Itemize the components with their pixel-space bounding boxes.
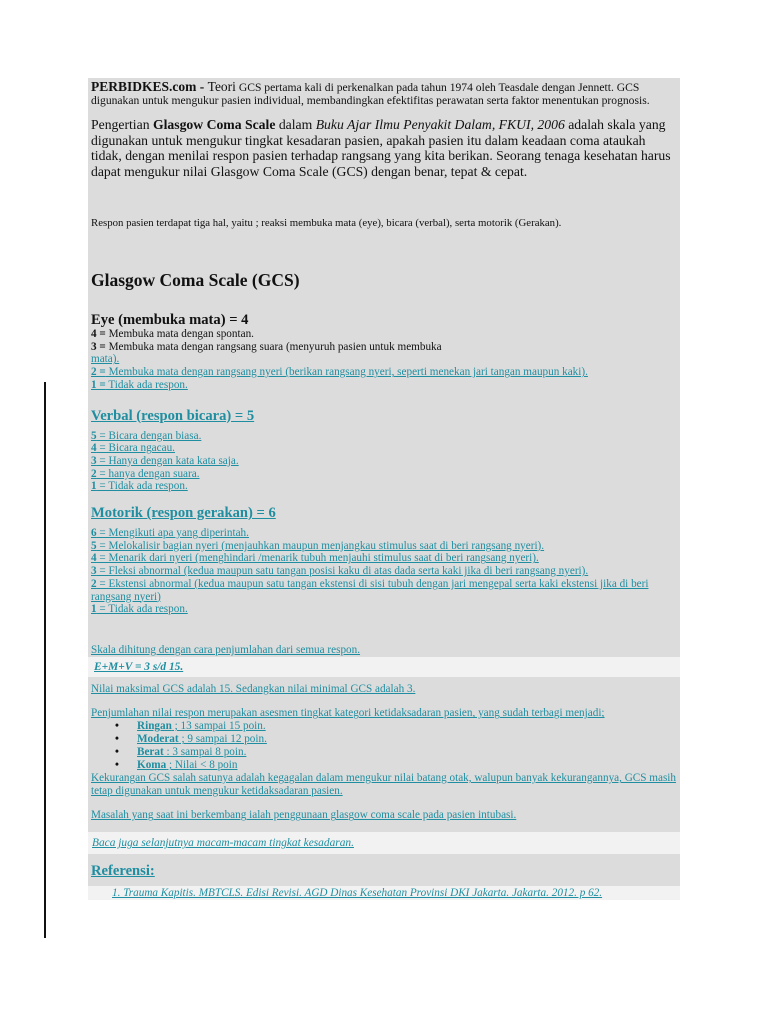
definition-text-2: dalam	[275, 117, 316, 132]
eye-section	[88, 312, 680, 408]
motorik-desc: = Menarik dari nyeri (menghindari /menarik tubuh menjauhi stimulus saat di beri rangsang nyeri).	[96, 552, 539, 565]
motorik-section	[88, 505, 680, 657]
verbal-item[interactable]	[91, 480, 677, 493]
motorik-desc: = Fleksi abnormal (kedua maupun satu tangan posisi kaku di atas dada serta kaki jika di beri rangsang nyeri).	[96, 565, 589, 578]
eye-heading: Eye (membuka mata) = 4	[91, 312, 249, 328]
eye-desc: Membuka mata dengan rangsang nyeri (berikan rangsang nyeri, seperti menekan jari tangan maupun kaki).	[105, 366, 588, 379]
level-item[interactable]	[115, 733, 677, 746]
motorik-score: 3	[91, 565, 97, 578]
verbal-score: 1	[91, 480, 97, 493]
motorik-item[interactable]	[91, 552, 677, 565]
intro-lead: Teori	[207, 79, 236, 94]
level-name: Moderat	[137, 733, 179, 746]
motorik-item[interactable]	[91, 540, 677, 553]
motorik-item[interactable]	[91, 527, 677, 540]
referensi-heading[interactable]: Referensi:	[91, 863, 155, 880]
motorik-desc: = Tidak ada respon.	[96, 603, 188, 616]
eye-item	[91, 341, 677, 354]
motorik-score: 2	[91, 577, 97, 590]
motorik-desc: = Mengikuti apa yang diperintah.	[96, 527, 249, 540]
nilai-text[interactable]: Nilai maksimal GCS adalah 15. Sedangkan nilai minimal GCS adalah 3.	[91, 682, 416, 695]
eye-item[interactable]	[91, 366, 677, 379]
article	[88, 78, 680, 900]
level-range: ; Nilai < 8 poin	[166, 759, 238, 772]
eye-score: 1 =	[91, 378, 106, 391]
level-name: Berat	[137, 746, 164, 759]
verbal-desc: = hanya dengan suara.	[96, 467, 200, 480]
verbal-desc: = Bicara ngacau.	[96, 442, 175, 455]
formula-text[interactable]: E+M+V = 3 s/d 15.	[88, 657, 680, 677]
level-name: Koma	[137, 759, 167, 772]
verbal-desc: = Bicara dengan biasa.	[96, 429, 202, 442]
definition-term: Glasgow Coma Scale	[152, 117, 276, 132]
motorik-heading[interactable]: Motorik (respon gerakan) = 6	[91, 505, 276, 522]
verbal-section	[88, 408, 680, 506]
verbal-score: 5	[91, 429, 97, 442]
bullet-icon: •	[115, 733, 119, 746]
level-item[interactable]	[115, 759, 677, 772]
eye-desc: Tidak ada respon.	[105, 378, 188, 391]
eye-score: 4 =	[91, 328, 106, 340]
eye-score: 3 =	[91, 340, 106, 353]
bullet-icon: •	[115, 720, 119, 733]
verbal-desc: = Hanya dengan kata kata saja.	[96, 454, 239, 467]
site-name: PERBIDKES.com -	[91, 79, 208, 94]
eye-item	[91, 328, 677, 341]
referensi-section	[88, 854, 680, 886]
referensi-item[interactable]: 1. Trauma Kapitis. MBTCLS. Edisi Revisi. AGD Dinas Kesehatan Provinsi DKI Jakarta. Jakarta. 2012. p 62.	[88, 886, 680, 900]
level-item[interactable]	[115, 720, 677, 733]
eye-desc: Membuka mata dengan rangsang suara (menyuruh pasien untuk membuka	[105, 340, 442, 353]
definition-text-3: adalah skala yang digunakan untuk mengukur tingkat kesadaran pasien, apakah pasien itu dalam keadaan coma ataukah tidak, dengan menilai respon pasien terhadap rangsang yang kita berikan. Seorang tenaga kesehatan harus dapat mengukur nilai Glasgow Coma Scale (GCS) dengan benar, tepat & cepat.	[91, 117, 671, 179]
eye-score: 2 =	[91, 366, 106, 379]
level-range: ; 9 sampai 12 poin.	[178, 733, 267, 746]
bullet-icon: •	[115, 746, 119, 759]
motorik-score: 5	[91, 539, 97, 552]
spacer	[88, 195, 680, 217]
motorik-desc: = Ekstensi abnormal (kedua maupun satu tangan ekstensi di sisi tubuh dengan jari mengepal serta kaki ekstensi jika di beri rangsang nyeri)	[91, 577, 649, 603]
motorik-desc: = Melokalisir bagian nyeri (menjauhkan maupun menjangkau stimulus saat di beri rangsang nyeri).	[96, 539, 545, 552]
definition-text-1: Pengertian	[91, 117, 153, 132]
verbal-score: 3	[91, 454, 97, 467]
kekurangan-text[interactable]: Kekurangan GCS salah satunya adalah kegagalan dalam mengukur nilai batang otak, walupun banyak kekurangannya, GCS masih tetap digunakan untuk mengukur ketidaksadaran pasien.	[91, 772, 677, 797]
level-item[interactable]	[115, 746, 677, 759]
intro-text: GCS pertama kali di perkenalkan pada tahun 1974 oleh Teasdale dengan Jennett. GCS digunakan untuk mengukur pasien individual, membandingkan efektifitas perawatan serta faktor menentukan prognosis.	[91, 81, 650, 107]
level-range: ; 13 sampai 15 poin.	[171, 720, 266, 733]
level-name: Ringan	[137, 720, 172, 733]
motorik-score: 1	[91, 603, 97, 616]
motorik-score: 6	[91, 527, 97, 540]
motorik-score: 4	[91, 552, 97, 565]
verbal-score: 4	[91, 442, 97, 455]
verbal-item[interactable]	[91, 442, 677, 455]
summary-section	[88, 677, 680, 833]
level-range: : 3 sampai 8 poin.	[163, 746, 247, 759]
skala-text[interactable]: Skala dihitung dengan cara penjumlahan dari semua respon.	[91, 643, 361, 656]
bullet-icon: •	[115, 759, 119, 772]
respon-paragraph: Respon pasien terdapat tiga hal, yaitu ; reaksi membuka mata (eye), bicara (verbal), serta motorik (Gerakan).	[88, 217, 680, 270]
left-margin-rule	[44, 382, 46, 938]
definition-paragraph	[88, 109, 680, 195]
eye-item[interactable]	[91, 353, 677, 366]
eye-desc: Membuka mata dengan spontan.	[105, 328, 254, 340]
motorik-item[interactable]	[91, 565, 677, 578]
level-list	[91, 720, 677, 772]
masalah-text[interactable]: Masalah yang saat ini berkembang ialah penggunaan glasgow coma scale pada pasien intubasi.	[91, 809, 517, 822]
eye-desc: mata).	[91, 353, 120, 366]
motorik-item[interactable]	[91, 578, 677, 603]
baca-juga-link[interactable]: Baca juga selanjutnya macam-macam tingkat kesadaran.	[88, 832, 680, 854]
verbal-item[interactable]	[91, 468, 677, 481]
verbal-score: 2	[91, 467, 97, 480]
definition-source: Buku Ajar Ilmu Penyakit Dalam, FKUI, 2006	[315, 117, 565, 132]
verbal-heading[interactable]: Verbal (respon bicara) = 5	[91, 407, 255, 424]
intro-paragraph	[88, 78, 680, 109]
motorik-item[interactable]	[91, 603, 677, 616]
verbal-desc: = Tidak ada respon.	[96, 480, 188, 493]
penjumlahan-text[interactable]: Penjumlahan nilai respon merupakan asesmen tingkat kategori ketidaksadaran pasien, yang sudah terbagi menjadi;	[91, 707, 605, 720]
page-title: Glasgow Coma Scale (GCS)	[88, 270, 680, 312]
eye-item[interactable]	[91, 379, 677, 392]
verbal-item[interactable]	[91, 430, 677, 443]
verbal-item[interactable]	[91, 455, 677, 468]
